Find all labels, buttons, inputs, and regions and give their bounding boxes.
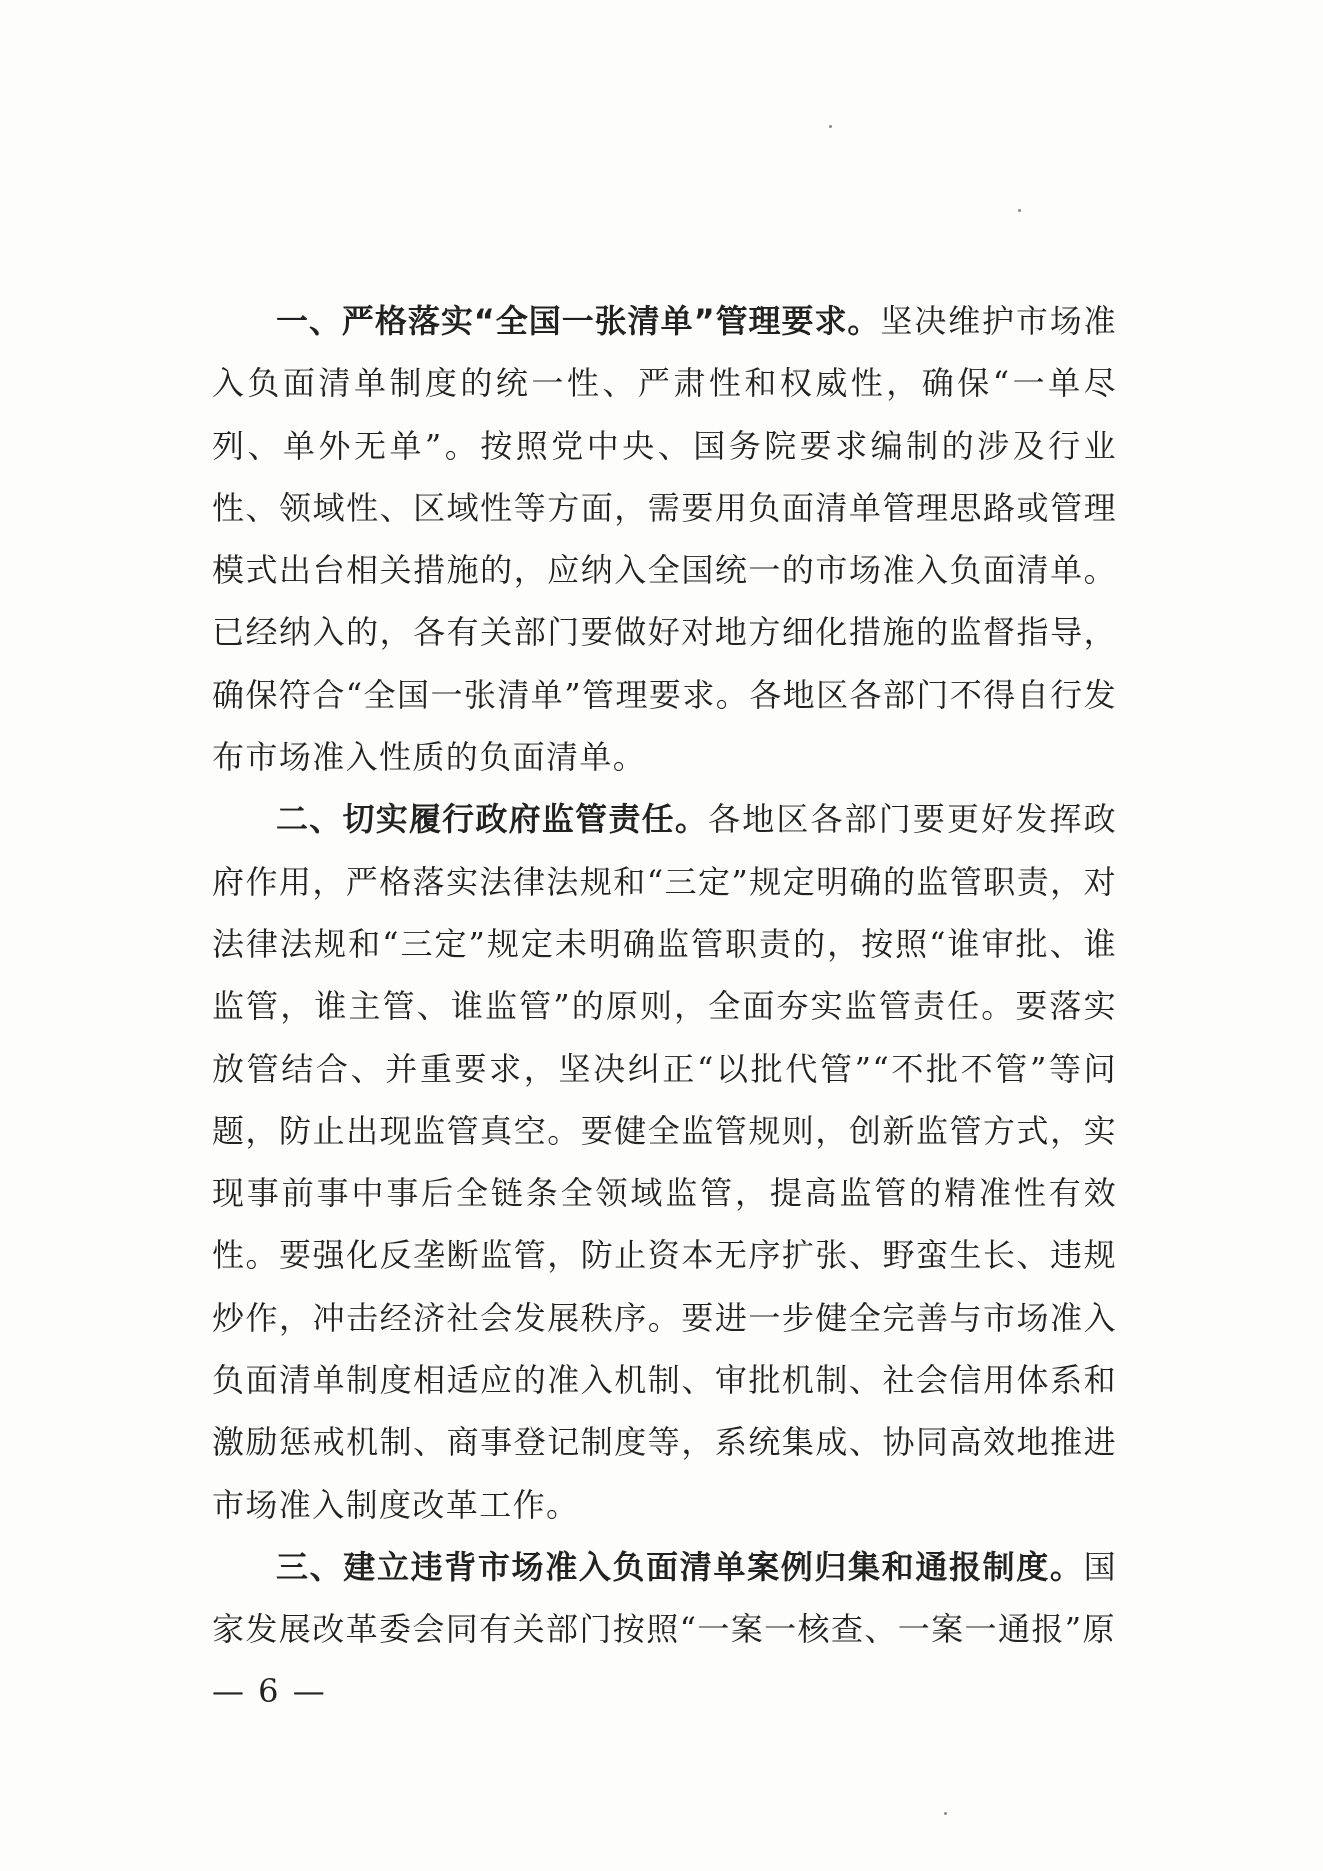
paragraph-1-heading: 一、严格落实“全国一张清单”管理要求。	[276, 302, 881, 340]
scan-speck	[1018, 209, 1021, 212]
scan-speck	[829, 125, 832, 128]
paragraph-2	[212, 788, 1117, 1536]
paragraph-2-heading: 二、切实履行政府监管责任。	[276, 800, 709, 839]
paragraph-3	[212, 1536, 1117, 1661]
document-body	[212, 290, 1117, 1661]
paragraph-2-text: 各地区各部门要更好发挥政府作用，严格落实法律法规和“三定”规定明确的监管职责，对法律法规和“三定”规定未明确监管职责的，按照“谁审批、谁监管，谁主管、谁监管”的原则，全面夯实监管责任。要落实放管结合、并重要求，坚决纠正“以批代管”“不批不管”等问题，防止出现监管真空。要健全监管规则，创新监管方式，实现事前事中事后全链条全领域监管，提高监管的精准性有效性。要强化反垄断监管，防止资本无序扩张、野蛮生长、违规炒作，冲击经济社会发展秩序。要进一步健全完善与市场准入负面清单制度相适应的准入机制、审批机制、社会信用体系和激励惩戒机制、商事登记制度等，系统集成、协同高效地推进市场准入制度改革工作。	[212, 800, 1117, 1524]
paragraph-1	[212, 290, 1117, 788]
paragraph-1-text: 坚决维护市场准入负面清单制度的统一性、严肃性和权威性，确保“一单尽列、单外无单”。按照党中央、国务院要求编制的涉及行业性、领域性、区域性等方面，需要用负面清单管理思路或管理模式出台相关措施的，应纳入全国统一的市场准入负面清单。已经纳入的，各有关部门要做好对地方细化措施的监督指导，确保符合“全国一张清单”管理要求。各地区各部门不得自行发布市场准入性质的负面清单。	[212, 302, 1117, 777]
scan-speck	[944, 1812, 947, 1815]
paragraph-3-text: 国家发展改革委会同有关部门按照“一案一核查、一案一通报”原	[212, 1547, 1117, 1649]
paragraph-3-heading: 三、建立违背市场准入负面清单案例归集和通报制度。	[276, 1547, 1084, 1586]
page-number: — 6 —	[212, 1672, 327, 1710]
